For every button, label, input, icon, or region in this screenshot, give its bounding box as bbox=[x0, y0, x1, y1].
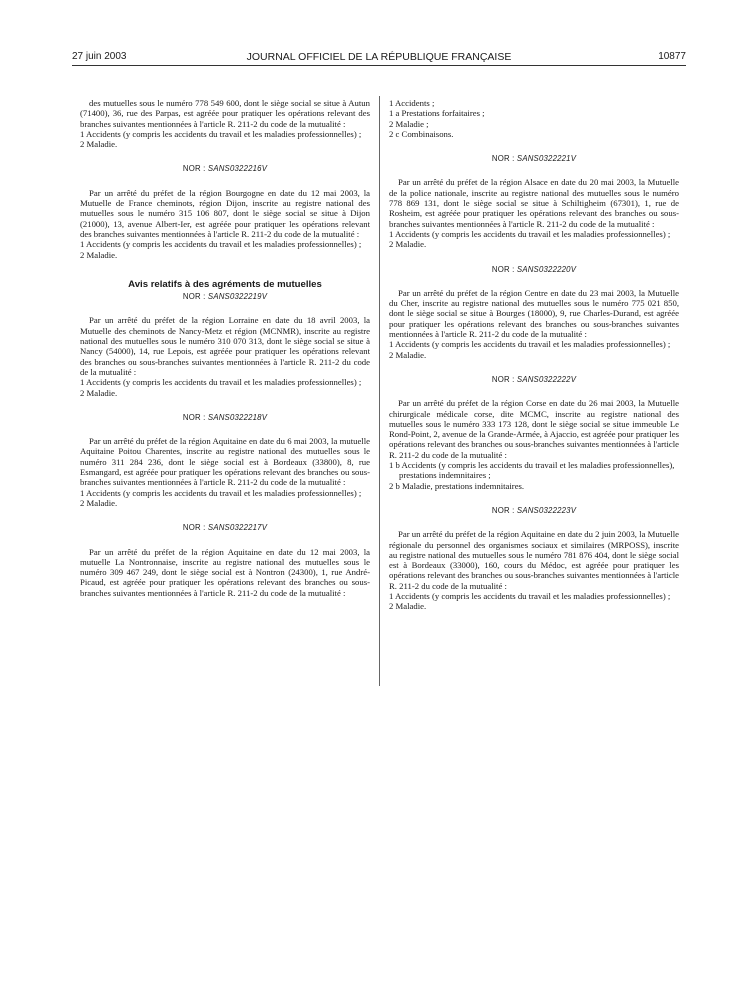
paragraph: Par un arrêté du préfet de la région Centre en date du 23 mai 2003, la Mutuelle du Cher, inscrite au registre national des mutuelles sous le numéro 775 021 850, dont le siège social se situe à Bourges (18000), 9, rue Charles-Durand, est agréée pour pratiquer les opérations relevant des branches ou sous-branches suivantes mentionnées à l'article R. 211-2 du code de la mutualité : bbox=[389, 287, 679, 340]
list-item: 1 Accidents (y compris les accidents du travail et les maladies professionnelles) ; bbox=[389, 590, 671, 601]
list-item: 2 Maladie ; bbox=[389, 118, 429, 129]
list-item: 2 b Maladie, prestations indemnitaires. bbox=[389, 480, 525, 491]
nor-label: NOR : bbox=[491, 505, 517, 515]
paragraph: Par un arrêté du préfet de la région Aquitaine en date du 12 mai 2003, la mutuelle La Nontronnaise, inscrite au registre national des mutuelles sous le numéro 309 467 249, dont le siège social est à Nontron (24300), 1, rue André-Picaud, est agréée pour pratiquer les opérations relevant des branches ou sous-branches suivantes mentionnées à l'article R. 211-2 du code de la mutualité : bbox=[80, 546, 370, 598]
nor-reference bbox=[389, 265, 679, 275]
list-item: 1 Accidents ; bbox=[389, 98, 435, 108]
nor-reference bbox=[80, 164, 370, 174]
journal-title: JOURNAL OFFICIEL DE LA RÉPUBLIQUE FRANÇAISE bbox=[246, 51, 512, 63]
paragraph: des mutuelles sous le numéro 778 549 600, dont le siège social se situe à Autun (71400), 36, rue des Parpas, est agréée pour pratiquer les opérations relevant des branches suivantes mentionnées à l'article R. 211-2 du code de la mutualité : bbox=[80, 98, 370, 129]
nor-code: SANS0322220V bbox=[516, 264, 577, 274]
nor-code: SANS0322216V bbox=[207, 164, 268, 174]
list-item: 1 a Prestations forfaitaires ; bbox=[389, 108, 485, 119]
nor-reference bbox=[80, 523, 370, 533]
paragraph: Par un arrêté du préfet de la région Lorraine en date du 18 avril 2003, la Mutuelle des cheminots de Nancy-Metz et région (MCNMR), inscrite au registre national des mutuelles sous le numéro 310 070 313, dont le siège social se situe à Nancy (54000), 14, rue Lepois, est agréée pour pratiquer les opérations relevant des branches ou sous-branches suivantes mentionnées à l'article R. 211-2 du code de la mutualité : bbox=[80, 315, 370, 377]
list-item: 2 Maladie. bbox=[80, 249, 118, 260]
list-item: 2 Maladie. bbox=[389, 601, 427, 612]
list-item: 2 Maladie. bbox=[80, 139, 118, 150]
list-item: 1 Accidents (y compris les accidents du travail et les maladies professionnelles) ; bbox=[80, 377, 362, 388]
list-item: 2 Maladie. bbox=[389, 239, 427, 250]
list-item: 2 c Combinaisons. bbox=[389, 128, 454, 139]
list-item: 1 Accidents (y compris les accidents du travail et les maladies professionnelles) ; bbox=[80, 128, 362, 139]
left-column bbox=[80, 98, 370, 598]
paragraph: Par un arrêté du préfet de la région Alsace en date du 20 mai 2003, la Mutuelle de la police nationale, inscrite au registre national des mutuelles sous le numéro 778 869 131, dont le siège social se situe à Schiltigheim (67301), 1, rue de Rosheim, est agréée pour pratiquer les opérations relevant des branches ou sous-branches suivantes mentionnées à l'article R. 211-2 du code de la mutualité : bbox=[389, 177, 679, 229]
nor-label: NOR : bbox=[491, 374, 517, 384]
header-date: 27 juin 2003 bbox=[72, 51, 127, 62]
nor-code: SANS0322223V bbox=[516, 505, 577, 515]
list-item: 2 Maladie. bbox=[80, 387, 118, 398]
page-header bbox=[72, 50, 686, 64]
nor-code: SANS0322222V bbox=[516, 374, 577, 384]
nor-reference bbox=[80, 292, 370, 302]
nor-code: SANS0322219V bbox=[207, 292, 268, 302]
list-item: 1 Accidents (y compris les accidents du travail et les maladies professionnelles) ; bbox=[80, 239, 362, 250]
nor-reference bbox=[389, 506, 679, 516]
list-item: 2 Maladie. bbox=[80, 497, 118, 508]
right-column bbox=[389, 98, 679, 612]
nor-reference bbox=[389, 154, 679, 164]
nor-label: NOR : bbox=[491, 154, 517, 164]
nor-code: SANS0322221V bbox=[516, 154, 577, 164]
nor-label: NOR : bbox=[182, 164, 208, 174]
paragraph: Par un arrêté du préfet de la région Aquitaine en date du 6 mai 2003, la mutuelle Aquitaine Poitou Charentes, inscrite au registre national des mutuelles sous le numéro 311 284 236, dont le siège social est à Bordeaux (33800), 8, rue Esmangard, est agréée pour pratiquer les opérations relevant des branches ou sous-branches suivantes mentionnées à l'article R. 211-2 du code de la mutualité : bbox=[80, 436, 370, 488]
column-divider bbox=[379, 96, 380, 686]
nor-label: NOR : bbox=[182, 523, 208, 533]
paragraph: Par un arrêté du préfet de la région Corse en date du 26 mai 2003, la Mutuelle chirurgicale médicale corse, dite MCMC, inscrite au registre national des mutuelles sous le numéro 333 173 128, dont le siège social se situe immeuble Le Rond-Point, 2, avenue de la Grande-Armée, à Ajaccio, est agréée pour pratiquer les opérations relevant des branches ou sous-branches suivantes mentionnées à l'article R. 211-2 du code de la mutualité : bbox=[389, 398, 679, 460]
list-item: 1 Accidents (y compris les accidents du travail et les maladies professionnelles) ; bbox=[389, 228, 671, 239]
page-number: 10877 bbox=[658, 51, 686, 62]
nor-reference bbox=[80, 413, 370, 423]
list-item: 1 b Accidents (y compris les accidents du travail et les maladies professionnelles), prestations indemnitaires ; bbox=[389, 460, 675, 481]
nor-label: NOR : bbox=[182, 412, 208, 422]
list-item: 2 Maladie. bbox=[389, 349, 427, 360]
list-item: 1 Accidents (y compris les accidents du travail et les maladies professionnelles) ; bbox=[80, 487, 362, 498]
nor-code: SANS0322217V bbox=[207, 523, 268, 533]
header-rule bbox=[72, 65, 686, 66]
nor-label: NOR : bbox=[182, 292, 208, 302]
nor-label: NOR : bbox=[491, 264, 517, 274]
list-item: 1 Accidents (y compris les accidents du travail et les maladies professionnelles) ; bbox=[389, 339, 671, 350]
nor-code: SANS0322218V bbox=[207, 412, 268, 422]
nor-reference bbox=[389, 375, 679, 385]
paragraph: Par un arrêté du préfet de la région Aquitaine en date du 2 juin 2003, la Mutuelle régionale du personnel des organismes sociaux et similaires (MRPOSS), inscrite au registre national des mutuelles sous le numéro 781 876 404, dont le siège social est à Bordeaux (33000), 160, cours du Médoc, est agréée pour pratiquer les opérations relevant des branches ou sous-branches suivantes mentionnées à l'article R. 211-2 du code de la mutualité : bbox=[389, 529, 679, 591]
section-title: Avis relatifs à des agréments de mutuelles bbox=[128, 278, 322, 290]
paragraph: Par un arrêté du préfet de la région Bourgogne en date du 12 mai 2003, la Mutuelle de France cheminots, région Dijon, inscrite au registre national des mutuelles sous le numéro 315 106 807, dont le siège social se situe à Dijon (21000), 13, avenue Albert-Ier, est agréée pour pratiquer les opérations relevant des branches suivantes mentionnées à l'article R. 211-2 du code de la mutualité : bbox=[80, 187, 370, 239]
